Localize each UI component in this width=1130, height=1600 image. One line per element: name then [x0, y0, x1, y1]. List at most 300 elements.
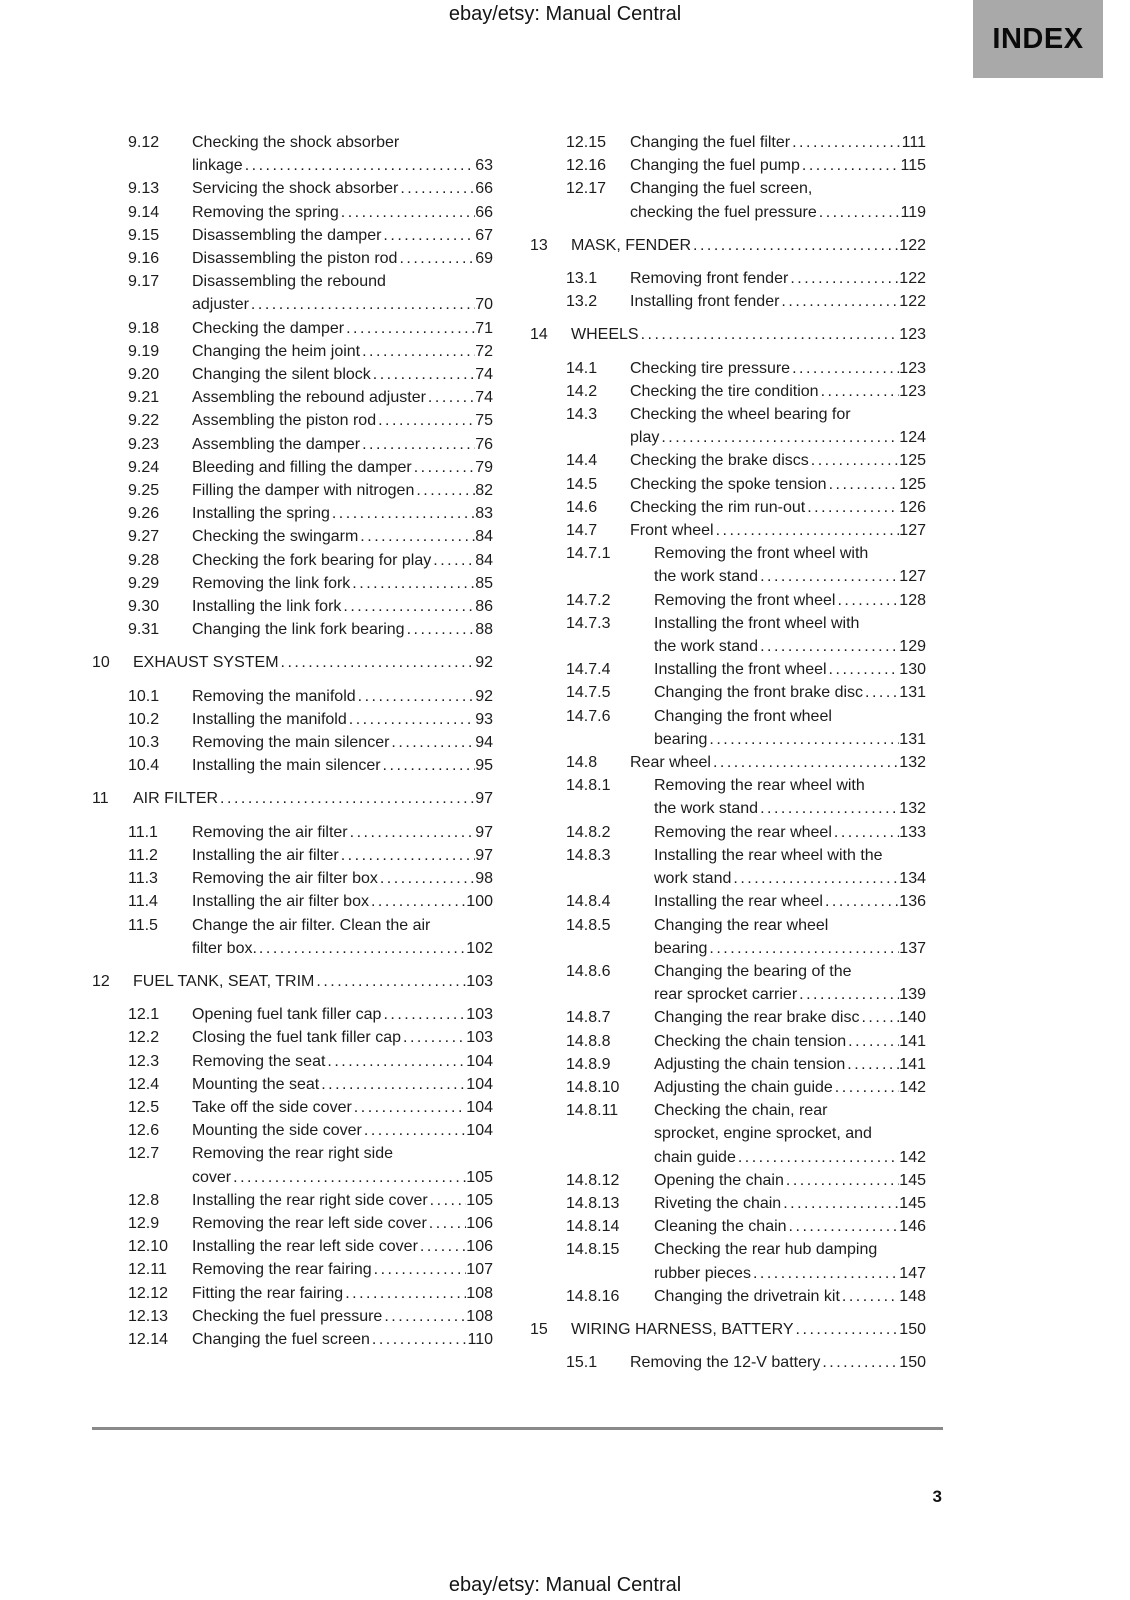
toc-entry-11-4 — [92, 890, 493, 913]
dot-leader — [376, 409, 475, 432]
toc-entry-title: Assembling the piston rod ..... 75 — [192, 409, 493, 432]
toc-entry-9-25 — [92, 479, 493, 502]
toc-entry-9-30 — [92, 595, 493, 618]
toc-entry-12-8 — [92, 1189, 493, 1212]
toc-entry-page: 150 — [899, 1320, 926, 1338]
dot-leader — [790, 131, 902, 154]
toc-entry-page: 93 — [475, 710, 493, 728]
dot-leader — [319, 1073, 466, 1096]
toc-entry-page: 104 — [466, 1075, 493, 1093]
toc-entry-title: Removing the main silencer ..... 94 — [192, 731, 493, 754]
toc-entry-title: Changing the heim joint ..... 72 — [192, 340, 493, 363]
dot-leader — [427, 1212, 467, 1235]
toc-entry-title: Installing the manifold ..... 93 — [192, 708, 493, 731]
dot-leader — [840, 1285, 899, 1308]
toc-entry-10-1 — [92, 685, 493, 708]
toc-entry-page: 66 — [475, 203, 493, 221]
dot-leader — [835, 589, 899, 612]
toc-entry-12-2 — [92, 1026, 493, 1049]
toc-entry-page: 122 — [899, 236, 926, 254]
dot-leader — [784, 1169, 899, 1192]
toc-entry-number: 12.17 — [566, 180, 607, 198]
dot-leader — [360, 433, 475, 456]
toc-entry-title: Installing front fender ..... 122 — [630, 290, 926, 313]
dot-leader — [781, 1192, 899, 1215]
toc-entry-page: 106 — [466, 1238, 493, 1256]
toc-entry-9-26 — [92, 502, 493, 525]
toc-entry-title: Installing the spring ..... 83 — [192, 502, 493, 525]
toc-entry-title: WHEELS ..... 123 — [571, 323, 926, 346]
toc-entry-title: Closing the fuel tank filler cap ..... 103 — [192, 1026, 493, 1049]
toc-entry-10-4 — [92, 754, 493, 777]
dot-leader — [418, 1235, 466, 1258]
dot-leader — [431, 549, 475, 572]
dot-leader — [800, 154, 901, 177]
toc-entry-page: 69 — [475, 250, 493, 268]
toc-entry-page: 132 — [899, 800, 926, 818]
toc-entry-number: 12.1 — [128, 1006, 160, 1024]
dot-leader — [347, 708, 475, 731]
document-footer-title: ebay/etsy: Manual Central — [448, 1574, 682, 1596]
toc-entry-title: Installing the front wheel ..... 130 — [654, 658, 926, 681]
toc-entry-page: 103 — [466, 972, 493, 990]
toc-entry-number: 12.10 — [128, 1238, 169, 1256]
dot-leader — [714, 519, 900, 542]
toc-entry-12-16 — [530, 154, 926, 177]
toc-entry-14-8-12 — [530, 1169, 926, 1192]
toc-entry-14-8-1 — [530, 774, 926, 820]
toc-entry-title: Checking the brake discs ..... 125 — [630, 449, 926, 472]
toc-entry-page: 70 — [475, 296, 493, 314]
toc-entry-page: 98 — [475, 870, 493, 888]
dot-leader — [797, 983, 899, 1006]
toc-entry-page: 106 — [466, 1214, 493, 1232]
toc-entry-number: 9.29 — [128, 574, 160, 592]
toc-entry-14-8-4 — [530, 890, 926, 913]
dot-leader — [428, 1189, 467, 1212]
toc-entry-12-10 — [92, 1235, 493, 1258]
dot-leader — [360, 340, 475, 363]
toc-entry-number: 9.30 — [128, 598, 160, 616]
toc-entry-page: 132 — [899, 754, 926, 772]
toc-entry-number: 10.1 — [128, 687, 160, 705]
toc-entry-number: 14.8.16 — [566, 1287, 620, 1305]
toc-entry-number: 14.5 — [566, 475, 598, 493]
toc-entry-14-7-4 — [530, 658, 926, 681]
toc-entry-title: Changing the fuel filter ..... 111 — [630, 131, 926, 154]
toc-entry-14-8-5 — [530, 914, 926, 960]
toc-entry-14-8-2 — [530, 821, 926, 844]
toc-entry-14-1 — [530, 357, 926, 380]
toc-entry-page: 119 — [900, 203, 926, 221]
toc-entry-page: 85 — [475, 574, 493, 592]
toc-entry-12-14 — [92, 1328, 493, 1351]
toc-entry-page: 72 — [475, 342, 493, 360]
toc-entry-9-28 — [92, 549, 493, 572]
index-tab — [973, 0, 1103, 78]
toc-entry-page: 137 — [899, 939, 926, 957]
toc-entry-12-11 — [92, 1258, 493, 1281]
toc-entry-9-31 — [92, 618, 493, 641]
toc-entry-page: 133 — [899, 823, 926, 841]
dot-leader — [809, 449, 900, 472]
footer-divider — [92, 1427, 943, 1430]
toc-entry-page: 150 — [899, 1354, 926, 1372]
toc-entry-page: 139 — [899, 986, 926, 1004]
toc-entry-title: Installing the rear wheel ..... 136 — [654, 890, 926, 913]
dot-leader — [820, 1351, 899, 1374]
toc-entry-page: 145 — [899, 1194, 926, 1212]
toc-entry-9-16 — [92, 247, 493, 270]
toc-entry-number: 12.12 — [128, 1284, 169, 1302]
toc-entry-title: Riveting the chain ..... 145 — [654, 1192, 926, 1215]
toc-entry-title: Changing the fuel screen, checking the fuel pressure ..... 119 — [630, 177, 926, 223]
dot-leader — [356, 685, 476, 708]
toc-entry-page: 130 — [899, 661, 926, 679]
toc-entry-page: 131 — [899, 684, 926, 702]
document-header-title: ebay/etsy: Manual Central — [448, 3, 682, 25]
dot-leader — [805, 496, 899, 519]
dot-leader — [707, 937, 899, 960]
toc-entry-9-21 — [92, 386, 493, 409]
toc-entry-number: 9.17 — [128, 273, 160, 291]
toc-entry-title: Installing the main silencer ..... 95 — [192, 754, 493, 777]
dot-leader — [369, 890, 466, 913]
dot-leader — [412, 456, 476, 479]
toc-entry-number: 12.3 — [128, 1052, 160, 1070]
dot-leader — [341, 595, 475, 618]
toc-entry-title: Installing the link fork ..... 86 — [192, 595, 493, 618]
toc-entry-number: 9.16 — [128, 250, 160, 268]
toc-entry-number: 14.8.14 — [566, 1218, 620, 1236]
toc-entry-title: Installing the front wheel with the work stand ..... 129 — [654, 612, 926, 658]
dot-leader — [758, 797, 899, 820]
toc-entry-title: Checking the rear hub damping rubber pieces ..... 147 — [654, 1238, 926, 1284]
toc-entry-title: Changing the front brake disc ..... 131 — [654, 681, 926, 704]
toc-entry-14-7 — [530, 519, 926, 542]
dot-leader — [845, 1053, 899, 1076]
toc-entry-number: 14.8.4 — [566, 893, 611, 911]
dot-leader — [381, 1003, 466, 1026]
dot-leader — [817, 201, 901, 224]
toc-entry-page: 127 — [899, 568, 926, 586]
toc-entry-page: 123 — [899, 326, 926, 344]
toc-entry-title: Checking the shock absorber linkage ..... 63 — [192, 131, 493, 177]
toc-entry-14-8 — [530, 751, 926, 774]
toc-entry-number: 9.18 — [128, 319, 160, 337]
toc-entry-page: 129 — [899, 638, 926, 656]
toc-entry-title: Assembling the rebound adjuster ..... 74 — [192, 386, 493, 409]
toc-entry-number: 9.21 — [128, 389, 160, 407]
dot-leader — [372, 1258, 467, 1281]
index-tab-label: INDEX — [992, 22, 1084, 55]
toc-entry-page: 82 — [475, 482, 493, 500]
toc-entry-page: 127 — [899, 522, 926, 540]
toc-entry-page: 110 — [467, 1330, 493, 1348]
dot-leader — [339, 844, 475, 867]
dot-leader — [330, 502, 475, 525]
toc-entry-title: Checking the chain, rear sprocket, engine sprocket, and chain guide ..... 142 — [654, 1099, 926, 1169]
toc-entry-title: Changing the link fork bearing ..... 88 — [192, 618, 493, 641]
toc-entry-title: Checking tire pressure ..... 123 — [630, 357, 926, 380]
dot-leader — [398, 177, 475, 200]
toc-entry-page: 104 — [466, 1098, 493, 1116]
dot-leader — [823, 890, 899, 913]
toc-entry-page: 84 — [475, 551, 493, 569]
toc-entry-number: 12.16 — [566, 157, 607, 175]
toc-entry-page: 95 — [475, 757, 493, 775]
toc-entry-title: Checking the fuel pressure ..... 108 — [192, 1305, 493, 1328]
toc-entry-page: 131 — [899, 730, 926, 748]
toc-entry-page: 71 — [475, 319, 493, 337]
toc-entry-page: 115 — [900, 157, 926, 175]
toc-entry-title: Assembling the damper ..... 76 — [192, 433, 493, 456]
toc-entry-number: 9.22 — [128, 412, 160, 430]
toc-entry-number: 9.26 — [128, 505, 160, 523]
toc-entry-14-7-3 — [530, 612, 926, 658]
toc-entry-11-2 — [92, 844, 493, 867]
dot-leader — [758, 565, 899, 588]
dot-leader — [362, 1119, 466, 1142]
toc-entry-number: 9.12 — [128, 134, 160, 151]
toc-entry-13-1 — [530, 267, 926, 290]
toc-entry-number: 12.13 — [128, 1307, 169, 1325]
toc-entry-title: AIR FILTER ..... 97 — [133, 787, 493, 810]
toc-entry-12-1 — [92, 1003, 493, 1026]
toc-entry-number: 14.1 — [566, 359, 598, 377]
toc-entry-page: 100 — [466, 893, 493, 911]
toc-entry-page: 74 — [475, 389, 493, 407]
toc-entry-page: 141 — [899, 1055, 926, 1073]
toc-entry-page: 148 — [899, 1287, 926, 1305]
dot-leader — [381, 224, 475, 247]
toc-entry-14-5 — [530, 473, 926, 496]
toc-entry-number: 14.8.3 — [566, 846, 611, 864]
toc-entry-title: Installing the rear right side cover ..... 105 — [192, 1189, 493, 1212]
toc-entry-9-20 — [92, 363, 493, 386]
toc-entry-number: 9.25 — [128, 482, 160, 500]
toc-entry-title: Front wheel ..... 127 — [630, 519, 926, 542]
toc-entry-12-13 — [92, 1305, 493, 1328]
toc-entry-page: 66 — [475, 180, 493, 198]
toc-entry-number: 14.3 — [566, 406, 598, 424]
toc-entry-title: Changing the fuel screen ..... 110 — [192, 1328, 493, 1351]
dot-leader — [426, 386, 475, 409]
toc-entry-title: Checking the chain tension ..... 141 — [654, 1030, 926, 1053]
toc-entry-title: Changing the fuel pump ..... 115 — [630, 154, 926, 177]
toc-entry-title: Changing the front wheel bearing ..... 131 — [654, 705, 926, 751]
toc-entry-page: 125 — [899, 475, 926, 493]
dot-leader — [231, 1166, 466, 1189]
toc-entry-9-13 — [92, 177, 493, 200]
toc-entry-title: Removing the rear right side cover ..... 105 — [192, 1142, 493, 1188]
toc-entry-number: 12.6 — [128, 1122, 160, 1140]
dot-leader — [833, 1076, 900, 1099]
dot-leader — [751, 1262, 899, 1285]
dot-leader — [790, 357, 899, 380]
toc-entry-12-17 — [530, 177, 926, 223]
toc-entry-page: 111 — [901, 134, 926, 151]
dot-leader — [352, 1096, 467, 1119]
toc-entry-number: 14.8.10 — [566, 1078, 620, 1096]
toc-entry-page: 74 — [475, 366, 493, 384]
toc-entry-14-7-2 — [530, 589, 926, 612]
toc-entry-title: Removing the air filter ..... 97 — [192, 821, 493, 844]
toc-entry-title: Changing the drivetrain kit ..... 148 — [654, 1285, 926, 1308]
toc-entry-number: 12.8 — [128, 1191, 160, 1209]
toc-entry-12-5 — [92, 1096, 493, 1119]
toc-entry-number: 12.4 — [128, 1075, 160, 1093]
toc-entry-number: 13 — [530, 236, 548, 254]
toc-entry-9-23 — [92, 433, 493, 456]
toc-entry-number: 14.4 — [566, 452, 598, 470]
toc-entry-page: 142 — [899, 1078, 926, 1096]
dot-leader — [414, 479, 475, 502]
toc-entry-15-1 — [530, 1351, 926, 1374]
toc-entry-14-8-8 — [530, 1030, 926, 1053]
dot-leader — [339, 201, 475, 224]
toc-entry-number: 11 — [92, 790, 109, 808]
toc-entry-number: 14.8.9 — [566, 1055, 611, 1073]
toc-entry-number: 14.2 — [566, 382, 598, 400]
toc-entry-page: 128 — [899, 591, 926, 609]
toc-entry-title: Adjusting the chain tension ..... 141 — [654, 1053, 926, 1076]
toc-entry-title: Changing the rear brake disc ..... 140 — [654, 1006, 926, 1029]
toc-entry-number: 9.14 — [128, 203, 160, 221]
toc-entry-number: 12.9 — [128, 1214, 160, 1232]
toc-entry-13-2 — [530, 290, 926, 313]
toc-entry-title: Removing the rear left side cover ..... 106 — [192, 1212, 493, 1235]
toc-entry-number: 10.2 — [128, 710, 160, 728]
toc-entry-11-1 — [92, 821, 493, 844]
dot-leader — [344, 317, 475, 340]
toc-entry-page: 141 — [899, 1032, 926, 1050]
toc-entry-12-6 — [92, 1119, 493, 1142]
toc-entry-page: 122 — [899, 270, 926, 288]
dot-leader — [859, 1006, 899, 1029]
toc-entry-number: 13.1 — [566, 270, 598, 288]
dot-leader — [788, 267, 899, 290]
toc-entry-number: 15 — [530, 1320, 548, 1338]
toc-entry-page: 125 — [899, 452, 926, 470]
toc-entry-11-3 — [92, 867, 493, 890]
toc-entry-title: Rear wheel ..... 132 — [630, 751, 926, 774]
toc-entry-title: Filling the damper with nitrogen ..... 82 — [192, 479, 493, 502]
toc-entry-number: 14.8.7 — [566, 1009, 611, 1027]
toc-entry-number: 9.24 — [128, 458, 160, 476]
toc-entry-12-15 — [530, 131, 926, 154]
toc-entry-title: FUEL TANK, SEAT, TRIM ..... 103 — [133, 970, 493, 993]
toc-entry-title: Installing the air filter box ..... 100 — [192, 890, 493, 913]
toc-entry-page: 140 — [899, 1009, 926, 1027]
toc-entry-page: 97 — [475, 846, 493, 864]
toc-entry-9-17 — [92, 270, 493, 316]
toc-entry-number: 14.7.4 — [566, 661, 611, 679]
toc-entry-page: 79 — [475, 458, 493, 476]
dot-leader — [827, 473, 900, 496]
toc-entry-page: 108 — [466, 1307, 493, 1325]
toc-entry-title: Disassembling the piston rod ..... 69 — [192, 247, 493, 270]
toc-entry-number: 14.7.2 — [566, 591, 611, 609]
toc-entry-number: 9.27 — [128, 528, 160, 546]
toc-entry-14-8-13 — [530, 1192, 926, 1215]
toc-entry-title: Removing the spring ..... 66 — [192, 201, 493, 224]
toc-entry-10 — [92, 651, 493, 674]
toc-entry-title: Removing the air filter box ..... 98 — [192, 867, 493, 890]
toc-entry-12-7 — [92, 1142, 493, 1188]
toc-entry-9-18 — [92, 317, 493, 340]
toc-entry-page: 97 — [475, 823, 493, 841]
dot-leader — [863, 681, 899, 704]
dot-leader — [827, 658, 900, 681]
toc-entry-page: 107 — [466, 1261, 493, 1279]
toc-entry-page: 123 — [899, 359, 926, 377]
toc-entry-11 — [92, 787, 493, 810]
toc-entry-number: 12.2 — [128, 1029, 160, 1047]
dot-leader — [218, 787, 475, 810]
toc-entry-title: Checking the swingarm ..... 84 — [192, 525, 493, 548]
toc-entry-page: 83 — [475, 505, 493, 523]
toc-entry-number: 14.8.15 — [566, 1241, 620, 1259]
toc-entry-title: Installing the air filter ..... 97 — [192, 844, 493, 867]
toc-entry-title: Checking the damper ..... 71 — [192, 317, 493, 340]
toc-entry-number: 10 — [92, 654, 110, 672]
toc-entry-page: 142 — [899, 1148, 926, 1166]
dot-leader — [370, 1328, 468, 1351]
toc-entry-title: Opening fuel tank filler cap ..... 103 — [192, 1003, 493, 1026]
toc-entry-page: 88 — [475, 621, 493, 639]
toc-entry-page: 147 — [899, 1264, 926, 1282]
toc-entry-title: Adjusting the chain guide ..... 142 — [654, 1076, 926, 1099]
toc-entry-number: 14.8.5 — [566, 916, 611, 934]
toc-entry-9-27 — [92, 525, 493, 548]
toc-entry-14-3 — [530, 403, 926, 449]
toc-entry-14-7-1 — [530, 542, 926, 588]
toc-entry-number: 14.7.6 — [566, 707, 611, 725]
toc-entry-page: 76 — [475, 435, 493, 453]
dot-leader — [405, 618, 476, 641]
dot-leader — [659, 426, 899, 449]
dot-leader — [314, 970, 466, 993]
toc-entry-title: Removing the seat ..... 104 — [192, 1050, 493, 1073]
toc-entry-title: Checking the tire condition ..... 123 — [630, 380, 926, 403]
toc-entry-14-7-6 — [530, 705, 926, 751]
toc-entry-page: 103 — [466, 1006, 493, 1024]
toc-entry-title: Mounting the seat ..... 104 — [192, 1073, 493, 1096]
toc-entry-number: 14.7.3 — [566, 614, 611, 632]
dot-leader — [381, 754, 476, 777]
dot-leader — [378, 867, 475, 890]
toc-entry-14-8-3 — [530, 844, 926, 890]
dot-leader — [779, 290, 899, 313]
toc-entry-9-24 — [92, 456, 493, 479]
toc-entry-number: 14.8.2 — [566, 823, 611, 841]
toc-entry-14-8-9 — [530, 1053, 926, 1076]
toc-entry-title: Checking the rim run-out ..... 126 — [630, 496, 926, 519]
dot-leader — [707, 728, 899, 751]
toc-entry-page: 94 — [475, 734, 493, 752]
toc-entry-number: 15.1 — [566, 1354, 598, 1372]
toc-entry-12-4 — [92, 1073, 493, 1096]
toc-entry-page: 134 — [899, 870, 926, 888]
toc-entry-title: Opening the chain ..... 145 — [654, 1169, 926, 1192]
toc-entry-number: 14.6 — [566, 498, 598, 516]
toc-entry-title: Cleaning the chain ..... 146 — [654, 1215, 926, 1238]
dot-leader — [832, 821, 899, 844]
toc-entry-number: 14.7 — [566, 522, 598, 540]
toc-entry-13 — [530, 234, 926, 257]
toc-entry-number: 14.8.11 — [566, 1102, 619, 1120]
